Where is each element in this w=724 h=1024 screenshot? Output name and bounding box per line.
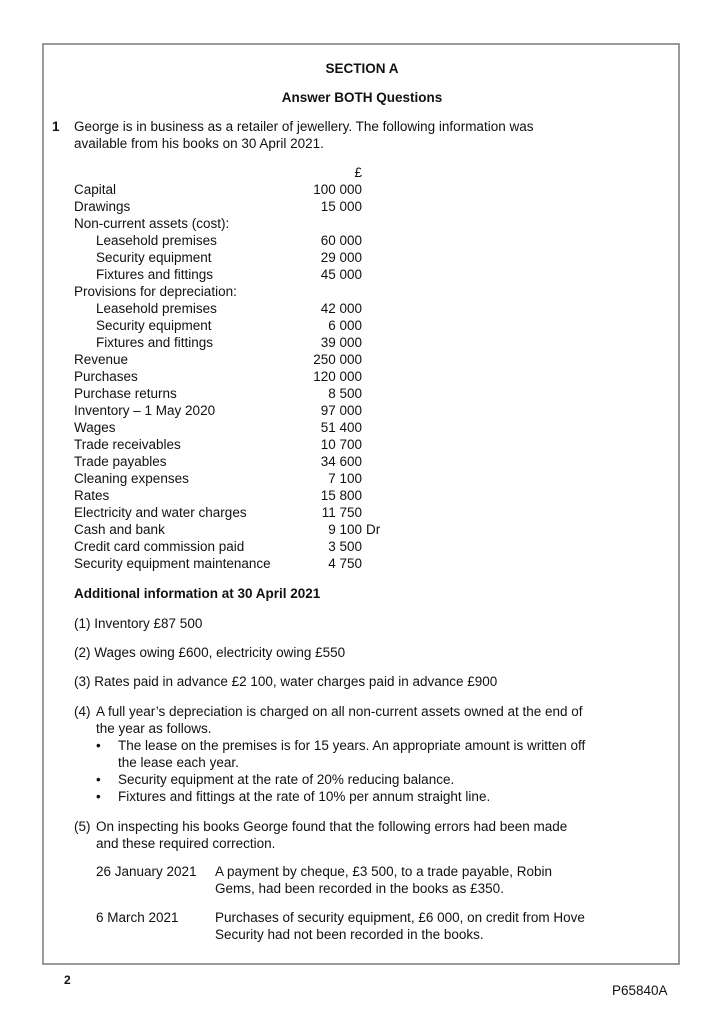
ledger-row: [74, 504, 474, 521]
ledger-row: [74, 487, 474, 504]
ledger-amount: 9 100: [328, 522, 362, 537]
error-1-date: 26 January 2021: [96, 864, 197, 879]
ledger-label: Leasehold premises: [96, 301, 217, 316]
ledger-label: Capital: [74, 182, 117, 197]
page-number: 2: [64, 973, 71, 987]
ledger-row: [74, 198, 474, 215]
ledger-amount: 120 000: [313, 369, 362, 384]
ledger-row: [74, 300, 474, 317]
ledger-suffix: Dr: [366, 522, 381, 537]
ledger-row: [74, 351, 474, 368]
note-4-bullet1-line2: the lease each year.: [118, 755, 239, 770]
ledger-amount: 42 000: [320, 301, 362, 316]
ledger-label: Non-current assets (cost):: [74, 216, 230, 231]
ledger-label: Leasehold premises: [96, 233, 217, 248]
note-5-number: (5): [74, 819, 91, 834]
ledger-label: Cash and bank: [74, 522, 165, 537]
instruction: Answer BOTH Questions: [281, 90, 443, 105]
ledger-row: [74, 436, 474, 453]
ledger-row: [74, 266, 474, 283]
ledger-amount: 8 500: [328, 386, 362, 401]
ledger-amount: 3 500: [328, 539, 362, 554]
ledger-amount: 11 750: [321, 505, 362, 520]
ledger-label: Purchase returns: [74, 386, 177, 401]
error-2-date: 6 March 2021: [96, 910, 179, 925]
ledger-amount: 7 100: [328, 471, 362, 486]
ledger-label: Security equipment: [96, 318, 212, 333]
ledger-label: Trade receivables: [74, 437, 181, 452]
ledger-label: Electricity and water charges: [74, 505, 247, 520]
ledger-row: [74, 317, 474, 334]
ledger-label: Fixtures and fittings: [96, 267, 214, 282]
ledger-amount: 100 000: [313, 182, 362, 197]
ledger-row: [74, 402, 474, 419]
ledger-list: [74, 181, 494, 581]
ledger-amount: 97 000: [320, 403, 362, 418]
ledger-amount: 51 400: [320, 420, 362, 435]
bullet-icon: •: [96, 772, 101, 787]
ledger-row: [74, 555, 474, 572]
error-2-line2: Security had not been recorded in the books.: [215, 927, 484, 942]
ledger-row: [74, 249, 474, 266]
ledger-amount: 60 000: [320, 233, 362, 248]
ledger-row: [74, 215, 474, 232]
section-title: SECTION A: [325, 61, 399, 76]
note-4-line1: A full year’s depreciation is charged on all non-current assets owned at the end of: [96, 704, 583, 719]
ledger-amount: 250 000: [313, 352, 362, 367]
note-4-bullet1-line1: The lease on the premises is for 15 years. An appropriate amount is written off: [118, 738, 586, 753]
question-number: 1: [52, 119, 60, 134]
ledger-label: Revenue: [74, 352, 129, 367]
document-code: P65840A: [612, 983, 668, 998]
ledger-label: Inventory – 1 May 2020: [74, 403, 216, 418]
question-intro-line2: available from his books on 30 April 2021.: [74, 136, 324, 151]
question-intro-line1: George is in business as a retailer of jewellery. The following information was: [74, 119, 534, 134]
ledger-amount: 6 000: [328, 318, 362, 333]
ledger-label: Provisions for depreciation:: [74, 284, 237, 299]
ledger-amount: 4 750: [328, 556, 362, 571]
note-3: (3) Rates paid in advance £2 100, water charges paid in advance £900: [74, 674, 498, 689]
ledger-row: [74, 181, 474, 198]
ledger-row: [74, 453, 474, 470]
ledger-label: Trade payables: [74, 454, 167, 469]
note-2: (2) Wages owing £600, electricity owing £550: [74, 645, 346, 660]
error-1-line1: A payment by cheque, £3 500, to a trade payable, Robin: [215, 864, 552, 879]
bullet-icon: •: [96, 738, 101, 753]
ledger-row: [74, 334, 474, 351]
ledger-row: [74, 419, 474, 436]
ledger-row: [74, 538, 474, 555]
error-2-line1: Purchases of security equipment, £6 000, on credit from Hove: [215, 910, 585, 925]
error-1-line2: Gems, had been recorded in the books as £350.: [215, 881, 504, 896]
ledger-amount: 34 600: [320, 454, 362, 469]
ledger-row: [74, 521, 474, 538]
note-5-line2: and these required correction.: [96, 836, 276, 851]
note-4-line2: the year as follows.: [96, 721, 212, 736]
ledger-row: [74, 385, 474, 402]
ledger-row: [74, 368, 474, 385]
ledger-amount: 29 000: [320, 250, 362, 265]
ledger-label: Credit card commission paid: [74, 539, 245, 554]
ledger-row: [74, 470, 474, 487]
ledger-row: [74, 232, 474, 249]
ledger-label: Rates: [74, 488, 110, 503]
note-1: (1) Inventory £87 500: [74, 616, 203, 631]
currency-header: £: [354, 165, 362, 180]
ledger-amount: 45 000: [320, 267, 362, 282]
ledger-amount: 10 700: [320, 437, 362, 452]
ledger-label: Security equipment maintenance: [74, 556, 271, 571]
ledger-label: Drawings: [74, 199, 131, 214]
note-4-number: (4): [74, 704, 91, 719]
ledger-amount: 15 000: [320, 199, 362, 214]
ledger-label: Security equipment: [96, 250, 212, 265]
bullet-icon: •: [96, 789, 101, 804]
note-4-bullet2: Security equipment at the rate of 20% reducing balance.: [118, 772, 455, 787]
note-4-bullet3: Fixtures and fittings at the rate of 10% per annum straight line.: [118, 789, 491, 804]
additional-heading: Additional information at 30 April 2021: [74, 586, 321, 601]
ledger-label: Fixtures and fittings: [96, 335, 214, 350]
ledger-label: Wages: [74, 420, 116, 435]
ledger-amount: 15 800: [320, 488, 362, 503]
ledger-label: Purchases: [74, 369, 138, 384]
note-5-line1: On inspecting his books George found that the following errors had been made: [96, 819, 568, 834]
ledger-row: [74, 283, 474, 300]
ledger-label: Cleaning expenses: [74, 471, 189, 486]
ledger-amount: 39 000: [320, 335, 362, 350]
